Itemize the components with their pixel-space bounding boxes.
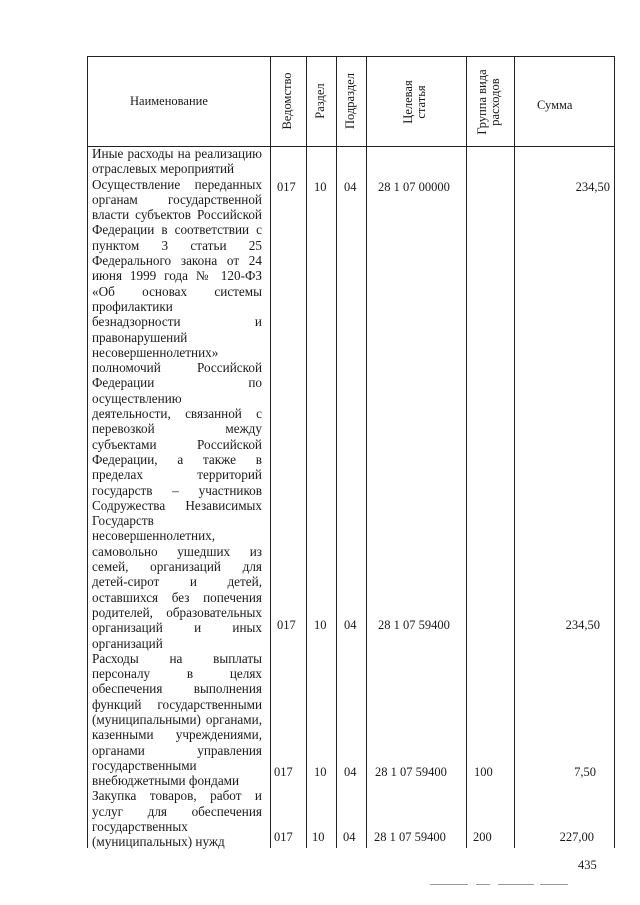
row-target: 28 1 07 59400 xyxy=(374,830,446,844)
row-target: 28 1 07 00000 xyxy=(378,180,450,194)
table-left-border xyxy=(87,56,88,848)
row-subsection: 04 xyxy=(344,618,357,632)
row-dept: 017 xyxy=(274,830,293,844)
scan-artifact xyxy=(476,884,490,885)
row-subsection: 04 xyxy=(344,765,357,779)
column-divider xyxy=(270,56,271,848)
column-divider xyxy=(514,56,515,848)
header-exp-group xyxy=(476,52,504,152)
row-section: 10 xyxy=(314,765,327,779)
column-divider xyxy=(306,56,307,848)
row-name: Закупка товаров, работ и услуг для обеспечения государственных (муниципальных) нужд xyxy=(92,788,262,850)
row-exp-group: 200 xyxy=(473,830,492,844)
row-section: 10 xyxy=(314,180,327,194)
header-exp-line1: Группа вида xyxy=(475,69,489,135)
page-number: 435 xyxy=(578,858,597,872)
header-section: Раздел xyxy=(313,83,327,119)
scan-artifact xyxy=(540,884,568,885)
header-target xyxy=(402,52,430,152)
row-sum: 234,50 xyxy=(575,180,610,194)
row-name: Расходы на выплаты персоналу в целях обеспечения выполнения функций государственными (муниципальными) органами, казенными учреждениями, органами управления государственными внебюджетными фондами xyxy=(92,650,262,789)
scan-artifact xyxy=(498,884,534,885)
row-dept: 017 xyxy=(277,618,296,632)
header-name: Наименование xyxy=(130,94,208,108)
row-sum: 234,50 xyxy=(565,618,600,632)
column-divider xyxy=(336,56,337,848)
name-column xyxy=(92,146,262,850)
row-section: 10 xyxy=(314,618,327,632)
header-exp-line2: расходов xyxy=(488,78,502,126)
row-name: Осуществление переданных органам государственной власти субъектов Российской Федерации в соответствии с пунктом 3 статьи 25 Федерального закона от 24 июня 1999 года № 120-ФЗ «Об основах системы профилактики безнадзорности и правонарушений несовершеннолетних» полномочий Российской Федерации по осуществлению деятельности, связанной с перевозкой между субъектами Российской Федерации, а также в пределах территорий государств – участников Содружества Независимых Государств несовершеннолетних, самовольно ушедших из семей, организаций для детей-сирот и детей, оставшихся без попечения родителей, образовательных организаций и иных организаций xyxy=(92,176,262,651)
row-dept: 017 xyxy=(274,765,293,779)
row-subsection: 04 xyxy=(343,830,356,844)
row-name: Иные расходы на реализацию отраслевых мероприятий xyxy=(92,146,262,177)
header-subsection: Подраздел xyxy=(343,73,357,129)
header-target-line2: статья xyxy=(414,85,428,119)
header-dept: Ведомство xyxy=(280,72,294,130)
header-target-line1: Целевая xyxy=(401,80,415,124)
row-target: 28 1 07 59400 xyxy=(378,618,450,632)
row-dept: 017 xyxy=(277,180,296,194)
scan-artifact xyxy=(430,884,468,885)
column-divider xyxy=(366,56,367,848)
row-target: 28 1 07 59400 xyxy=(375,765,447,779)
header-sum: Сумма xyxy=(537,98,573,112)
row-section: 10 xyxy=(312,830,325,844)
row-sum: 7,50 xyxy=(574,765,596,779)
row-exp-group: 100 xyxy=(474,765,493,779)
row-sum: 227,00 xyxy=(559,830,594,844)
column-divider xyxy=(466,56,467,848)
table-right-border xyxy=(614,56,615,848)
row-subsection: 04 xyxy=(344,180,357,194)
